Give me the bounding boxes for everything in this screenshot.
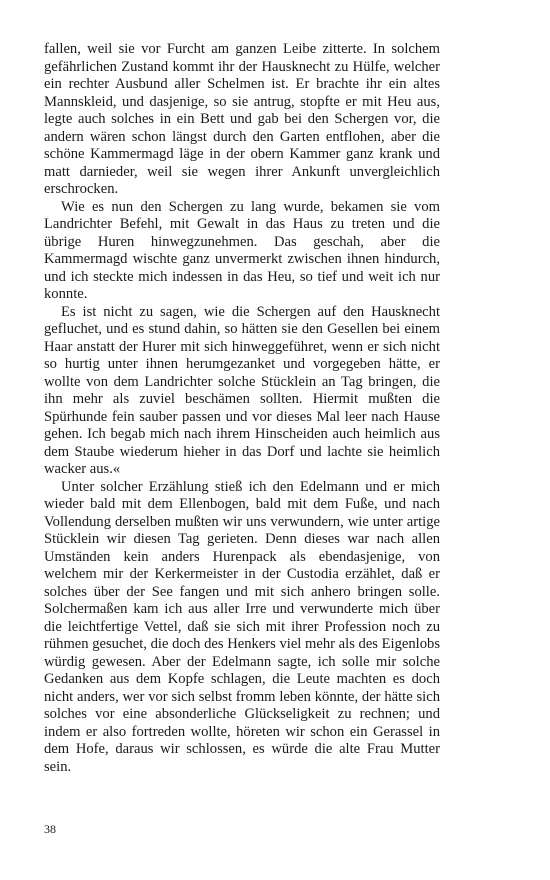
body-text — [44, 41, 440, 776]
paragraph-continued: fallen, weil sie vor Furcht am ganzen Leibe zitterte. In solchem gefährlichen Zustand kommt ihr der Hausknecht zu Hülfe, welcher ein rechter Ausbund aller Schelmen ist. Er brachte ihr ein altes Mannskleid, und dasjenige, so sie antrug, stopfte er mit Heu aus, legte auch solches in ein Bett und gab bei den Schergen vor, die andern wären schon längst durch den Garten entflohen, aber die schöne Kammermagd läge in der obern Kammer ganz krank und matt darnieder, weil sie wegen ihrer Ankunft unvergleichlich erschrocken. — [44, 41, 440, 197]
paragraph: Unter solcher Erzählung stieß ich den Edelmann und er mich wieder bald mit dem Ellenbogen, bald mit dem Fuße, und nach Vollendung derselben mußten wir uns verwundern, wie unter artige Stücklein wir diesen Tag gerieten. Denn dieses war nach allen Umständen kein anders Hurenpack als ebendasjenige, von welchem mir der Kerkermeister in der Custodia erzählet, daß er solches über der See fangen und mit sich anhero bringen solle. Solchermaßen kam ich aus aller Irre und verwunderte mich über die leichtfertige Vettel, daß sie sich mit ihrer Profession noch zu rühmen gesuchet, die doch des Henkers viel mehr als des Eigenlobs würdig gewesen. Aber der Edelmann sagte, ich solle mir solche Gedanken aus dem Kopfe schlagen, die Leute machten es doch nicht anders, wer vor sich selbst fromm leben könnte, der hätte sich solches vor eine absonderliche Glückseligkeit zu rechnen; und indem er also fortreden wollte, höreten wir schon ein Gerassel in dem Hofe, daraus wir schlossen, es würde die alte Frau Mutter sein. — [44, 478, 440, 775]
page-number: 38 — [44, 822, 56, 836]
paragraph: Es ist nicht zu sagen, wie die Schergen auf den Hausknecht gefluchet, und es stund dahin, so hätten sie den Gesellen bei einem Haar anstatt der Hurer mit sich hinweggeführet, wenn er sich nicht so hurtig unter ihnen herumgezanket und vorgegeben hätte, er wollte von dem Landrichter solche Stücklein an Tag bringen, die ihn mehr als zuviel beschämen sollten. Hiermit mußten die Spürhunde fein sauber passen und vor dieses Mal leer nach Hause gehen. Ich begab mich nach ihrem Hinscheiden auch heimlich aus dem Staube wiederum hieher in das Dorf und lachte sie heimlich wacker aus.« — [44, 303, 440, 477]
paragraph: Wie es nun den Schergen zu lang wurde, bekamen sie vom Landrichter Befehl, mit Gewalt in das Haus zu treten und die übrige Huren hinwegzunehmen. Das geschah, aber die Kammermagd wischte ganz unvermerkt zwischen ihnen hindurch, und ich steckte mich indessen in das Heu, so tief und weit ich nur konnte. — [44, 198, 440, 302]
